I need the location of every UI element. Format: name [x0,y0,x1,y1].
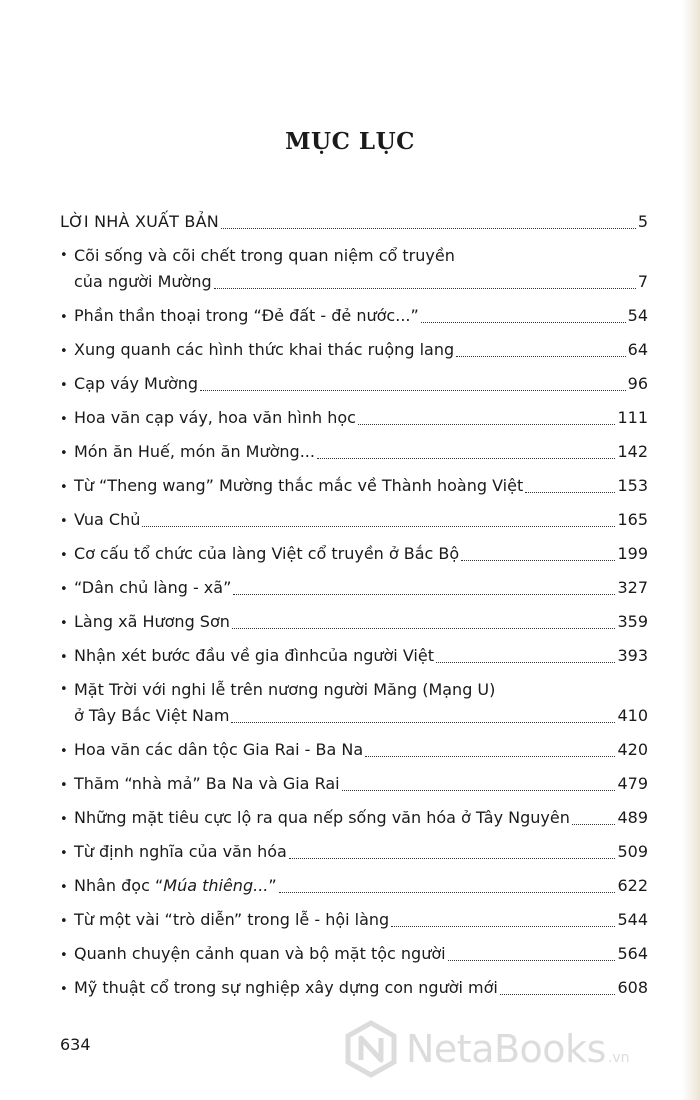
toc-entry[interactable] [60,640,648,672]
toc-entry-page: 608 [617,978,648,997]
bullet-icon: • [60,914,68,929]
toc-entry[interactable] [60,768,648,800]
toc-entry-preface[interactable] [60,206,648,238]
toc-entry-label: Mỹ thuật cổ trong sự nghiệp xây dựng con người mới [74,978,498,997]
toc-entry[interactable] [60,436,648,468]
dot-leader [232,627,616,629]
bullet-icon: • [60,880,68,895]
toc-entry-label: ở Tây Bắc Việt Nam [74,706,230,725]
toc-entry[interactable] [60,734,648,766]
toc-entry-page: 165 [617,510,648,529]
toc-entry-page: 111 [617,408,648,427]
toc-entry-first-line: Cõi sống và cõi chết trong quan niệm cổ truyền [74,246,455,265]
italic-title: Múa thiêng... [163,876,269,895]
toc-entry-label: Quanh chuyện cảnh quan và bộ mặt tộc người [74,944,446,963]
dot-leader [200,389,626,391]
bullet-icon: • [60,982,68,997]
toc-entry[interactable] [60,300,648,332]
toc-entry-page: 489 [617,808,648,827]
dot-leader [421,321,626,323]
toc-entry-label: Làng xã Hương Sơn [74,612,230,631]
toc-entry[interactable] [60,870,648,902]
toc-entry-label: Hoa văn các dân tộc Gia Rai - Ba Na [74,740,364,759]
toc-entry-page: 7 [637,272,648,291]
toc-entry[interactable] [60,972,648,1004]
toc-entry[interactable] [60,836,648,868]
toc-entry-label: Từ định nghĩa của văn hóa [74,842,287,861]
toc-entry-label: Vua Chủ [74,510,141,529]
toc-entry[interactable] [60,802,648,834]
toc-entry-page: 64 [627,340,648,359]
dot-leader [279,891,616,893]
toc-entry-page: 199 [617,544,648,563]
toc-entry-label: Nhân đọc “Múa thiêng...” [74,876,277,895]
toc-entry[interactable] [60,402,648,434]
toc-entry-label: của người Mường [74,272,212,291]
toc-entry-page: 359 [617,612,648,631]
toc-entry-page: 564 [617,944,648,963]
dot-leader [289,857,616,859]
toc-entry-label: Món ăn Huế, món ăn Mường... [74,442,315,461]
toc-entry[interactable] [60,606,648,638]
toc-entry[interactable] [60,470,648,502]
toc-entry-label: Phần thần thoại trong “Đẻ đất - đẻ nước...” [74,306,419,325]
toc-entry-page: 509 [617,842,648,861]
toc-entry-page: 544 [617,910,648,929]
bullet-icon: • [60,582,68,597]
page-number: 634 [60,1035,91,1054]
toc-entry-label: Từ một vài “trò diễn” trong lễ - hội làng [74,910,390,929]
toc-entry-label: “Dân chủ làng - xã” [74,578,232,597]
toc-entry-label: Những mặt tiêu cực lộ ra qua nếp sống văn hóa ở Tây Nguyên [74,808,570,827]
toc-entry-label: Cạp váy Mường [74,374,199,393]
toc-entry[interactable] [60,904,648,936]
toc-entry[interactable] [60,700,648,732]
toc-entry-page: 54 [627,306,648,325]
dot-leader [221,227,636,229]
bullet-icon: • [60,778,68,793]
toc-entry[interactable] [60,572,648,604]
dot-leader [317,457,615,459]
toc-entry-label: Xung quanh các hình thức khai thác ruộng lang [74,340,455,359]
bullet-icon: • [60,514,68,529]
toc-entry[interactable] [60,504,648,536]
dot-leader [525,491,615,493]
netabooks-logo-icon [342,1020,400,1078]
toc-entry-page: 153 [617,476,648,495]
dot-leader [358,423,615,425]
bullet-icon: • [60,812,68,827]
toc-entry-page: 420 [617,740,648,759]
bullet-icon: • [60,248,68,263]
bullet-icon: • [60,378,68,393]
toc-entry-page: 410 [617,706,648,725]
toc-entry-label: LỜI NHÀ XUẤT BẢN [60,212,219,231]
dot-leader [456,355,626,357]
bullet-icon: • [60,846,68,861]
toc-entry-page: 479 [617,774,648,793]
watermark [342,1018,687,1080]
toc-entry-label: Hoa văn cạp váy, hoa văn hình học [74,408,356,427]
bullet-icon: • [60,948,68,963]
bullet-icon: • [60,616,68,631]
dot-leader [461,559,615,561]
bullet-icon: • [60,682,68,697]
toc-entry-page: 5 [637,212,648,231]
bullet-icon: • [60,744,68,759]
toc-entry[interactable] [60,334,648,366]
dot-leader [233,593,615,595]
toc-entry-page: 622 [617,876,648,895]
toc-entry-page: 327 [617,578,648,597]
dot-leader [142,525,615,527]
toc-entry-label: Cơ cấu tổ chức của làng Việt cổ truyền ở Bắc Bộ [74,544,460,563]
toc-entry[interactable] [60,266,648,298]
dot-leader [342,789,616,791]
dot-leader [214,287,636,289]
toc-entry[interactable] [60,538,648,570]
dot-leader [231,721,615,723]
dot-leader [500,993,616,995]
bullet-icon: • [60,548,68,563]
dot-leader [572,823,616,825]
toc-entry[interactable] [60,368,648,400]
bullet-icon: • [60,344,68,359]
toc-entry-label: Nhận xét bước đầu về gia đìnhcủa người Việt [74,646,434,665]
bullet-icon: • [60,480,68,495]
page-title: MỤC LỤC [285,128,415,155]
watermark-suffix: .vn [607,1050,630,1066]
dot-leader [448,959,616,961]
dot-leader [365,755,615,757]
toc-entry-label: Thăm “nhà mả” Ba Na và Gia Rai [74,774,340,793]
toc-entry-page: 142 [617,442,648,461]
toc-entry-page: 96 [627,374,648,393]
bullet-icon: • [60,446,68,461]
toc-entry-first-line: Mặt Trời với nghi lễ trên nương người Măng (Mạng U) [74,680,496,699]
bullet-icon: • [60,650,68,665]
bullet-icon: • [60,310,68,325]
dot-leader [436,661,615,663]
toc-entry-page: 393 [617,646,648,665]
bullet-icon: • [60,412,68,427]
toc-entry-label: Từ “Theng wang” Mường thắc mắc về Thành hoàng Việt [74,476,524,495]
watermark-brand: NetaBooks [406,1027,606,1071]
dot-leader [391,925,615,927]
toc-entry[interactable] [60,938,648,970]
